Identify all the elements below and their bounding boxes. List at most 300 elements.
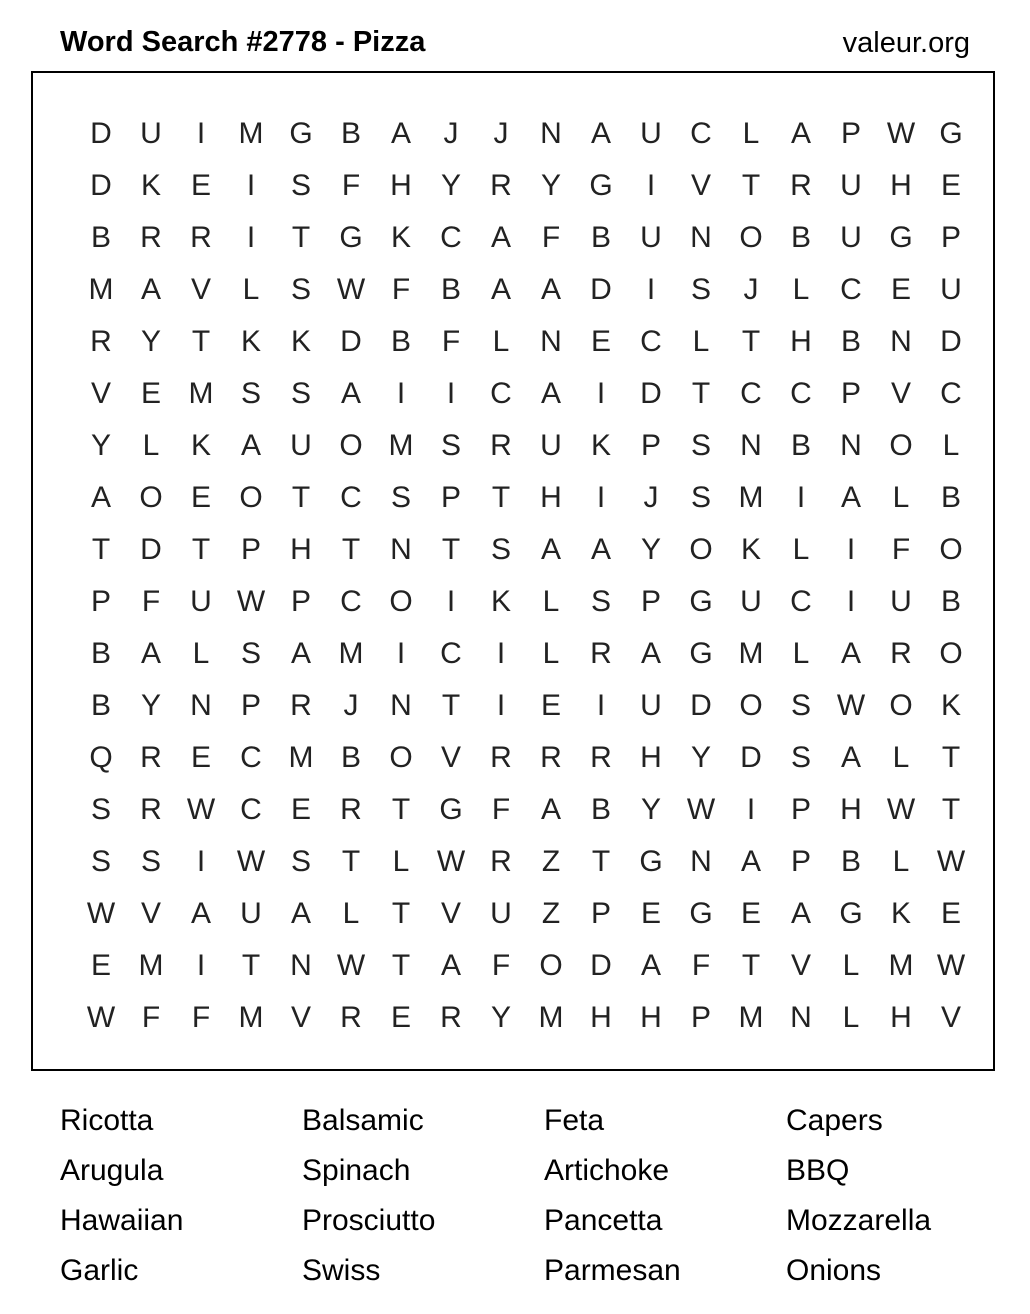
grid-letter[interactable]: O [339,429,363,462]
grid-letter[interactable]: B [90,689,111,722]
grid-letter[interactable]: W [936,845,966,878]
grid-letter[interactable]: V [940,1001,961,1034]
grid-letter[interactable]: E [940,897,961,930]
grid-letter[interactable]: I [846,533,856,566]
grid-letter[interactable]: W [86,897,116,930]
grid-letter[interactable]: M [288,741,314,774]
grid-letter[interactable]: A [840,481,861,514]
grid-letter[interactable]: M [738,1001,764,1034]
grid-letter[interactable]: L [892,481,910,514]
grid-letter[interactable]: I [846,585,856,618]
grid-letter[interactable]: Y [640,793,661,826]
grid-letter[interactable]: H [290,533,312,566]
grid-letter[interactable]: I [496,689,506,722]
grid-letter[interactable]: U [640,689,662,722]
grid-letter[interactable]: H [540,481,562,514]
grid-letter[interactable]: D [340,325,362,358]
grid-letter[interactable]: K [590,429,611,462]
grid-letter[interactable]: T [291,221,311,254]
grid-letter[interactable]: M [238,117,264,150]
grid-letter[interactable]: H [890,1001,912,1034]
grid-letter[interactable]: V [140,897,161,930]
grid-letter[interactable]: H [790,325,812,358]
grid-letter[interactable]: S [290,169,311,202]
grid-letter[interactable]: U [640,221,662,254]
grid-letter[interactable]: L [892,845,910,878]
grid-letter[interactable]: G [589,169,613,202]
grid-letter[interactable]: T [591,845,611,878]
grid-letter[interactable]: L [392,845,410,878]
grid-letter[interactable]: D [90,169,112,202]
grid-letter[interactable]: C [490,377,512,410]
grid-letter[interactable]: L [942,429,960,462]
grid-letter[interactable]: Y [90,429,111,462]
grid-letter[interactable]: G [889,221,913,254]
grid-letter[interactable]: M [238,1001,264,1034]
grid-letter[interactable]: M [88,273,114,306]
grid-letter[interactable]: A [840,637,861,670]
grid-letter[interactable]: S [240,377,261,410]
grid-letter[interactable]: C [790,377,812,410]
grid-letter[interactable]: C [340,585,362,618]
grid-letter[interactable]: K [240,325,261,358]
grid-letter[interactable]: T [441,533,461,566]
grid-letter[interactable]: I [246,169,256,202]
grid-letter[interactable]: L [842,1001,860,1034]
grid-letter[interactable]: B [590,793,611,826]
grid-letter[interactable]: O [139,481,163,514]
grid-letter[interactable]: N [190,689,212,722]
grid-letter[interactable]: L [142,429,160,462]
grid-letter[interactable]: O [939,637,963,670]
grid-letter[interactable]: T [241,949,261,982]
grid-letter[interactable]: G [689,637,713,670]
grid-letter[interactable]: F [541,221,561,254]
grid-letter[interactable]: F [341,169,361,202]
grid-letter[interactable]: W [336,949,366,982]
grid-letter[interactable]: V [290,1001,311,1034]
grid-letter[interactable]: M [138,949,164,982]
grid-letter[interactable]: R [90,325,112,358]
grid-letter[interactable]: I [446,377,456,410]
grid-letter[interactable]: A [140,637,161,670]
grid-letter[interactable]: I [746,793,756,826]
grid-letter[interactable]: H [890,169,912,202]
grid-letter[interactable]: B [340,741,361,774]
grid-letter[interactable]: W [436,845,466,878]
grid-letter[interactable]: R [490,845,512,878]
grid-letter[interactable]: U [840,221,862,254]
grid-letter[interactable]: S [490,533,511,566]
grid-letter[interactable]: T [341,533,361,566]
grid-letter[interactable]: C [940,377,962,410]
grid-letter[interactable]: L [342,897,360,930]
grid-letter[interactable]: R [190,221,212,254]
grid-letter[interactable]: S [290,273,311,306]
grid-letter[interactable]: P [940,221,961,254]
grid-letter[interactable]: B [390,325,411,358]
grid-letter[interactable]: U [940,273,962,306]
grid-letter[interactable]: U [190,585,212,618]
grid-letter[interactable]: P [790,793,811,826]
grid-letter[interactable]: R [490,429,512,462]
grid-letter[interactable]: H [640,1001,662,1034]
grid-letter[interactable]: L [892,741,910,774]
grid-letter[interactable]: G [339,221,363,254]
grid-letter[interactable]: B [590,221,611,254]
grid-letter[interactable]: U [290,429,312,462]
grid-letter[interactable]: A [340,377,361,410]
grid-letter[interactable]: R [490,169,512,202]
grid-letter[interactable]: N [690,221,712,254]
grid-letter[interactable]: K [740,533,761,566]
grid-letter[interactable]: W [236,845,266,878]
grid-letter[interactable]: G [289,117,313,150]
grid-letter[interactable]: N [790,1001,812,1034]
grid-letter[interactable]: Y [690,741,711,774]
grid-letter[interactable]: A [590,533,611,566]
grid-letter[interactable]: N [890,325,912,358]
grid-letter[interactable]: L [792,533,810,566]
grid-letter[interactable]: C [240,793,262,826]
grid-letter[interactable]: C [690,117,712,150]
grid-letter[interactable]: R [340,1001,362,1034]
grid-letter[interactable]: F [191,1001,211,1034]
grid-letter[interactable]: K [390,221,411,254]
grid-letter[interactable]: I [796,481,806,514]
grid-letter[interactable]: I [196,117,206,150]
grid-letter[interactable]: M [888,949,914,982]
grid-letter[interactable]: P [590,897,611,930]
grid-letter[interactable]: T [741,949,761,982]
grid-letter[interactable]: J [643,481,659,514]
grid-letter[interactable]: T [691,377,711,410]
grid-letter[interactable]: M [738,481,764,514]
grid-letter[interactable]: W [886,793,916,826]
grid-letter[interactable]: E [290,793,311,826]
grid-letter[interactable]: G [689,897,713,930]
grid-letter[interactable]: M [338,637,364,670]
grid-letter[interactable]: D [590,273,612,306]
grid-letter[interactable]: J [493,117,509,150]
grid-letter[interactable]: R [590,741,612,774]
grid-letter[interactable]: B [340,117,361,150]
grid-letter[interactable]: I [196,949,206,982]
grid-letter[interactable]: I [646,169,656,202]
grid-letter[interactable]: M [188,377,214,410]
grid-letter[interactable]: L [842,949,860,982]
grid-letter[interactable]: M [538,1001,564,1034]
grid-letter[interactable]: P [840,117,861,150]
grid-letter[interactable]: C [640,325,662,358]
grid-letter[interactable]: B [440,273,461,306]
grid-letter[interactable]: B [840,845,861,878]
grid-letter[interactable]: U [740,585,762,618]
grid-letter[interactable]: E [90,949,111,982]
grid-letter[interactable]: V [790,949,811,982]
grid-letter[interactable]: E [390,1001,411,1034]
grid-letter[interactable]: A [390,117,411,150]
grid-letter[interactable]: F [141,585,161,618]
grid-letter[interactable]: R [140,221,162,254]
grid-letter[interactable]: A [540,273,561,306]
grid-letter[interactable]: O [889,689,913,722]
grid-letter[interactable]: E [190,169,211,202]
grid-letter[interactable]: C [740,377,762,410]
grid-letter[interactable]: N [690,845,712,878]
grid-letter[interactable]: H [590,1001,612,1034]
grid-letter[interactable]: S [240,637,261,670]
grid-letter[interactable]: A [290,897,311,930]
grid-letter[interactable]: Q [89,741,113,774]
grid-letter[interactable]: A [140,273,161,306]
grid-letter[interactable]: T [341,845,361,878]
grid-letter[interactable]: T [291,481,311,514]
grid-letter[interactable]: E [890,273,911,306]
grid-letter[interactable]: A [640,637,661,670]
grid-letter[interactable]: A [240,429,261,462]
grid-letter[interactable]: C [840,273,862,306]
grid-letter[interactable]: P [640,429,661,462]
grid-letter[interactable]: O [389,585,413,618]
grid-letter[interactable]: B [940,585,961,618]
grid-letter[interactable]: U [840,169,862,202]
grid-letter[interactable]: S [690,481,711,514]
grid-letter[interactable]: U [890,585,912,618]
grid-letter[interactable]: D [140,533,162,566]
grid-letter[interactable]: Z [541,845,561,878]
grid-letter[interactable]: S [290,377,311,410]
grid-letter[interactable]: B [790,221,811,254]
grid-letter[interactable]: F [391,273,411,306]
grid-letter[interactable]: S [790,741,811,774]
grid-letter[interactable]: U [640,117,662,150]
grid-letter[interactable]: S [590,585,611,618]
grid-letter[interactable]: G [439,793,463,826]
grid-letter[interactable]: S [140,845,161,878]
grid-letter[interactable]: Y [540,169,561,202]
grid-letter[interactable]: J [743,273,759,306]
grid-letter[interactable]: T [941,741,961,774]
grid-letter[interactable]: D [940,325,962,358]
grid-letter[interactable]: M [388,429,414,462]
grid-letter[interactable]: F [141,1001,161,1034]
grid-letter[interactable]: G [839,897,863,930]
grid-letter[interactable]: P [690,1001,711,1034]
grid-letter[interactable]: A [840,741,861,774]
grid-letter[interactable]: B [840,325,861,358]
grid-letter[interactable]: A [790,897,811,930]
grid-letter[interactable]: S [690,273,711,306]
grid-letter[interactable]: E [190,741,211,774]
grid-letter[interactable]: K [290,325,311,358]
grid-letter[interactable]: C [340,481,362,514]
grid-letter[interactable]: H [840,793,862,826]
grid-letter[interactable]: R [340,793,362,826]
grid-letter[interactable]: F [491,949,511,982]
grid-letter[interactable]: W [936,949,966,982]
grid-letter[interactable]: A [640,949,661,982]
grid-letter[interactable]: E [640,897,661,930]
grid-letter[interactable]: C [440,221,462,254]
grid-letter[interactable]: U [490,897,512,930]
grid-letter[interactable]: A [540,793,561,826]
grid-letter[interactable]: I [646,273,656,306]
grid-letter[interactable]: L [242,273,260,306]
grid-letter[interactable]: D [740,741,762,774]
grid-letter[interactable]: I [496,637,506,670]
grid-letter[interactable]: R [540,741,562,774]
grid-letter[interactable]: T [391,793,411,826]
grid-letter[interactable]: N [390,533,412,566]
grid-letter[interactable]: Y [490,1001,511,1034]
grid-letter[interactable]: B [90,637,111,670]
grid-letter[interactable]: Y [640,533,661,566]
grid-letter[interactable]: O [689,533,713,566]
grid-letter[interactable]: Y [140,325,161,358]
grid-letter[interactable]: E [740,897,761,930]
grid-letter[interactable]: R [440,1001,462,1034]
grid-letter[interactable]: T [91,533,111,566]
grid-letter[interactable]: W [836,689,866,722]
grid-letter[interactable]: P [790,845,811,878]
grid-letter[interactable]: A [440,949,461,982]
grid-letter[interactable]: I [396,637,406,670]
grid-letter[interactable]: U [540,429,562,462]
grid-letter[interactable]: D [640,377,662,410]
grid-letter[interactable]: F [491,793,511,826]
grid-letter[interactable]: W [186,793,216,826]
grid-letter[interactable]: T [441,689,461,722]
grid-letter[interactable]: G [689,585,713,618]
grid-letter[interactable]: B [90,221,111,254]
grid-letter[interactable]: G [939,117,963,150]
grid-letter[interactable]: T [741,169,761,202]
grid-letter[interactable]: D [590,949,612,982]
grid-letter[interactable]: S [790,689,811,722]
grid-letter[interactable]: T [191,533,211,566]
grid-letter[interactable]: R [140,741,162,774]
grid-letter[interactable]: J [343,689,359,722]
grid-letter[interactable]: F [441,325,461,358]
grid-letter[interactable]: A [490,221,511,254]
grid-letter[interactable]: S [90,845,111,878]
grid-letter[interactable]: N [740,429,762,462]
grid-letter[interactable]: K [140,169,161,202]
grid-letter[interactable]: A [540,533,561,566]
grid-letter[interactable]: E [540,689,561,722]
grid-letter[interactable]: P [240,533,261,566]
grid-letter[interactable]: A [740,845,761,878]
grid-letter[interactable]: C [440,637,462,670]
grid-letter[interactable]: P [240,689,261,722]
grid-letter[interactable]: V [90,377,111,410]
grid-letter[interactable]: I [596,377,606,410]
grid-letter[interactable]: O [739,689,763,722]
grid-letter[interactable]: A [790,117,811,150]
grid-letter[interactable]: H [390,169,412,202]
grid-letter[interactable]: B [940,481,961,514]
grid-letter[interactable]: N [290,949,312,982]
grid-letter[interactable]: O [739,221,763,254]
grid-letter[interactable]: N [540,325,562,358]
grid-letter[interactable]: I [596,689,606,722]
grid-letter[interactable]: W [686,793,716,826]
grid-letter[interactable]: A [290,637,311,670]
grid-letter[interactable]: R [290,689,312,722]
grid-letter[interactable]: V [890,377,911,410]
grid-letter[interactable]: Z [541,897,561,930]
grid-letter[interactable]: T [191,325,211,358]
grid-letter[interactable]: R [140,793,162,826]
grid-letter[interactable]: L [192,637,210,670]
grid-letter[interactable]: W [336,273,366,306]
grid-letter[interactable]: S [440,429,461,462]
grid-letter[interactable]: S [690,429,711,462]
grid-letter[interactable]: Y [440,169,461,202]
grid-letter[interactable]: R [490,741,512,774]
grid-letter[interactable]: A [490,273,511,306]
grid-letter[interactable]: H [640,741,662,774]
grid-letter[interactable]: K [940,689,961,722]
grid-letter[interactable]: J [443,117,459,150]
grid-letter[interactable]: V [440,741,461,774]
grid-letter[interactable]: O [239,481,263,514]
grid-letter[interactable]: W [886,117,916,150]
grid-letter[interactable]: N [540,117,562,150]
grid-letter[interactable]: A [540,377,561,410]
grid-letter[interactable]: V [690,169,711,202]
grid-letter[interactable]: L [542,585,560,618]
grid-letter[interactable]: O [539,949,563,982]
grid-letter[interactable]: K [190,429,211,462]
grid-letter[interactable]: P [90,585,111,618]
grid-letter[interactable]: T [741,325,761,358]
grid-letter[interactable]: E [940,169,961,202]
grid-letter[interactable]: A [90,481,111,514]
grid-letter[interactable]: K [490,585,511,618]
grid-letter[interactable]: O [939,533,963,566]
grid-letter[interactable]: O [389,741,413,774]
grid-letter[interactable]: O [889,429,913,462]
grid-letter[interactable]: I [196,845,206,878]
grid-letter[interactable]: E [590,325,611,358]
grid-letter[interactable]: P [840,377,861,410]
grid-letter[interactable]: N [390,689,412,722]
grid-letter[interactable]: T [941,793,961,826]
grid-letter[interactable]: R [790,169,812,202]
grid-letter[interactable]: L [792,637,810,670]
grid-letter[interactable]: P [290,585,311,618]
grid-letter[interactable]: T [491,481,511,514]
grid-letter[interactable]: E [190,481,211,514]
grid-letter[interactable]: K [890,897,911,930]
grid-letter[interactable]: R [590,637,612,670]
grid-letter[interactable]: F [891,533,911,566]
grid-letter[interactable]: I [246,221,256,254]
grid-letter[interactable]: N [840,429,862,462]
grid-letter[interactable]: U [140,117,162,150]
grid-letter[interactable]: U [240,897,262,930]
grid-letter[interactable]: A [190,897,211,930]
grid-letter[interactable]: A [590,117,611,150]
grid-letter[interactable]: V [190,273,211,306]
grid-letter[interactable]: G [639,845,663,878]
grid-letter[interactable]: R [890,637,912,670]
grid-letter[interactable]: L [542,637,560,670]
grid-letter[interactable]: L [692,325,710,358]
grid-letter[interactable]: W [236,585,266,618]
